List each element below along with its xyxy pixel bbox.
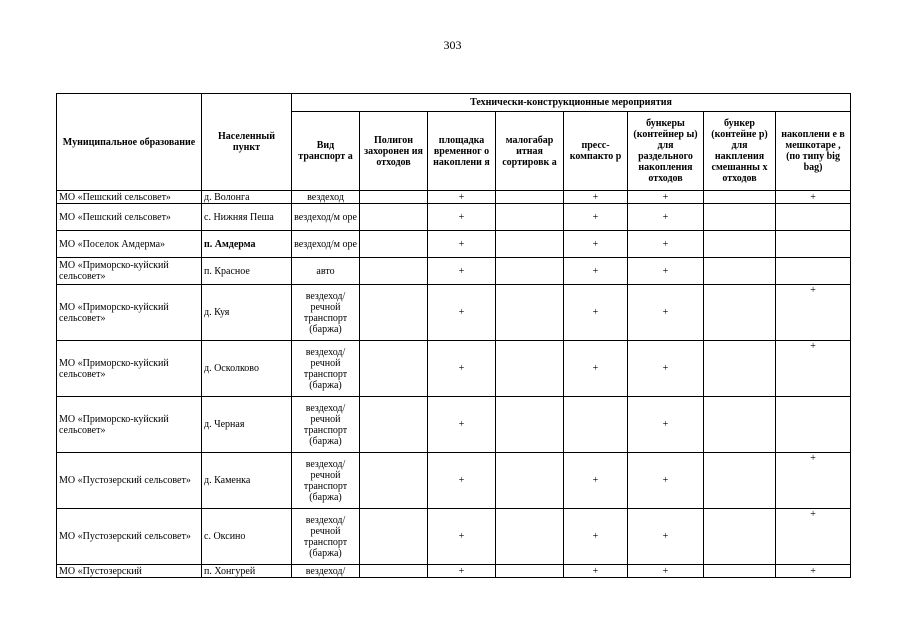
big-bag-cell: + [776,285,851,341]
sorting-cell [496,509,564,565]
temp-site-cell: + [428,285,496,341]
header-separate-bunkers: бункеры (контейнер ы) для раздельного накопления отходов [628,112,704,191]
settlement-cell: с. Нижняя Пеша [202,204,292,231]
transport-cell: авто [292,258,360,285]
press-cell: + [564,191,628,204]
sorting-cell [496,285,564,341]
separate-bunkers-cell: + [628,285,704,341]
header-temporary-site: площадка временног о накоплени я [428,112,496,191]
table-row [57,204,851,231]
municipality-cell: МО «Пустозерский сельсовет» [57,453,202,509]
big-bag-cell [776,204,851,231]
settlement-cell: д. Осколково [202,341,292,397]
press-cell: + [564,341,628,397]
transport-cell: вездеход/ речной транспорт (баржа) [292,341,360,397]
temp-site-cell: + [428,231,496,258]
landfill-cell [360,191,428,204]
table-row [57,509,851,565]
settlement-cell: д. Куя [202,285,292,341]
landfill-cell [360,565,428,578]
temp-site-cell: + [428,341,496,397]
transport-cell: вездеход/ речной транспорт (баржа) [292,285,360,341]
settlement-cell: с. Оксино [202,509,292,565]
separate-bunkers-cell: + [628,258,704,285]
table-row [57,565,851,578]
temp-site-cell: + [428,191,496,204]
big-bag-cell [776,397,851,453]
sorting-cell [496,191,564,204]
press-cell: + [564,453,628,509]
page-number: 303 [443,38,462,52]
mixed-bunker-cell [704,191,776,204]
transport-cell: вездеход/ [292,565,360,578]
landfill-cell [360,204,428,231]
separate-bunkers-cell: + [628,509,704,565]
temp-site-cell: + [428,258,496,285]
header-municipality: Муниципальное образование [57,94,202,191]
separate-bunkers-cell: + [628,397,704,453]
municipality-cell: МО «Пешский сельсовет» [57,204,202,231]
mixed-bunker-cell [704,397,776,453]
sorting-cell [496,231,564,258]
municipality-cell: МО «Приморско-куйский сельсовет» [57,397,202,453]
press-cell [564,397,628,453]
municipality-cell: МО «Пешский сельсовет» [57,191,202,204]
table-row [57,285,851,341]
settlement-cell: д. Волонга [202,191,292,204]
sorting-cell [496,204,564,231]
settlement-cell: д. Каменка [202,453,292,509]
separate-bunkers-cell: + [628,341,704,397]
header-settlement: Населенный пункт [202,94,292,191]
settlement-cell: п. Амдерма [202,231,292,258]
landfill-cell [360,453,428,509]
transport-cell: вездеход/ речной транспорт (баржа) [292,397,360,453]
header-big-bag: накоплени е в мешкотаре , (по типу big bag) [776,112,851,191]
mixed-bunker-cell [704,565,776,578]
settlement-cell: п. Красное [202,258,292,285]
municipality-cell: МО «Пустозерский сельсовет» [57,509,202,565]
municipality-cell: МО «Приморско-куйский сельсовет» [57,258,202,285]
measures-table [56,93,851,578]
header-press-compactor: пресс-компакто р [564,112,628,191]
transport-cell: вездеход/ речной транспорт (баржа) [292,509,360,565]
landfill-cell [360,258,428,285]
big-bag-cell: + [776,191,851,204]
press-cell: + [564,204,628,231]
sorting-cell [496,258,564,285]
sorting-cell [496,341,564,397]
big-bag-cell [776,231,851,258]
transport-cell: вездеход/ речной транспорт (баржа) [292,453,360,509]
municipality-cell: МО «Поселок Амдерма» [57,231,202,258]
press-cell: + [564,285,628,341]
big-bag-cell: + [776,453,851,509]
temp-site-cell: + [428,565,496,578]
transport-cell: вездеход/м оре [292,231,360,258]
mixed-bunker-cell [704,453,776,509]
header-landfill: Полигон захоронен ия отходов [360,112,428,191]
temp-site-cell: + [428,397,496,453]
transport-cell: вездеход/м оре [292,204,360,231]
mixed-bunker-cell [704,341,776,397]
mixed-bunker-cell [704,285,776,341]
table-row [57,341,851,397]
landfill-cell [360,509,428,565]
separate-bunkers-cell: + [628,565,704,578]
separate-bunkers-cell: + [628,191,704,204]
mixed-bunker-cell [704,258,776,285]
separate-bunkers-cell: + [628,204,704,231]
settlement-cell: п. Хонгурей [202,565,292,578]
municipality-cell: МО «Приморско-куйский сельсовет» [57,285,202,341]
sorting-cell [496,397,564,453]
temp-site-cell: + [428,204,496,231]
press-cell: + [564,258,628,285]
big-bag-cell: + [776,341,851,397]
table-row [57,453,851,509]
separate-bunkers-cell: + [628,453,704,509]
press-cell: + [564,231,628,258]
landfill-cell [360,397,428,453]
table-row [57,231,851,258]
separate-bunkers-cell: + [628,231,704,258]
temp-site-cell: + [428,453,496,509]
landfill-cell [360,341,428,397]
municipality-cell: МО «Пустозерский [57,565,202,578]
sorting-cell [496,453,564,509]
table-row [57,191,851,204]
municipality-cell: МО «Приморско-куйский сельсовет» [57,341,202,397]
mixed-bunker-cell [704,231,776,258]
big-bag-cell [776,258,851,285]
landfill-cell [360,231,428,258]
big-bag-cell: + [776,509,851,565]
transport-cell: вездеход [292,191,360,204]
header-technical-measures: Технически-конструкционные мероприятия [292,94,851,112]
header-transport: Вид транспорт а [292,112,360,191]
temp-site-cell: + [428,509,496,565]
sorting-cell [496,565,564,578]
table-row [57,397,851,453]
press-cell: + [564,509,628,565]
settlement-cell: д. Черная [202,397,292,453]
mixed-bunker-cell [704,509,776,565]
header-mixed-bunker: бункер (контейне р) для накпления смешанны х отходов [704,112,776,191]
landfill-cell [360,285,428,341]
press-cell: + [564,565,628,578]
big-bag-cell: + [776,565,851,578]
table-row [57,258,851,285]
header-sorting: малогабар итная сортировк а [496,112,564,191]
mixed-bunker-cell [704,204,776,231]
